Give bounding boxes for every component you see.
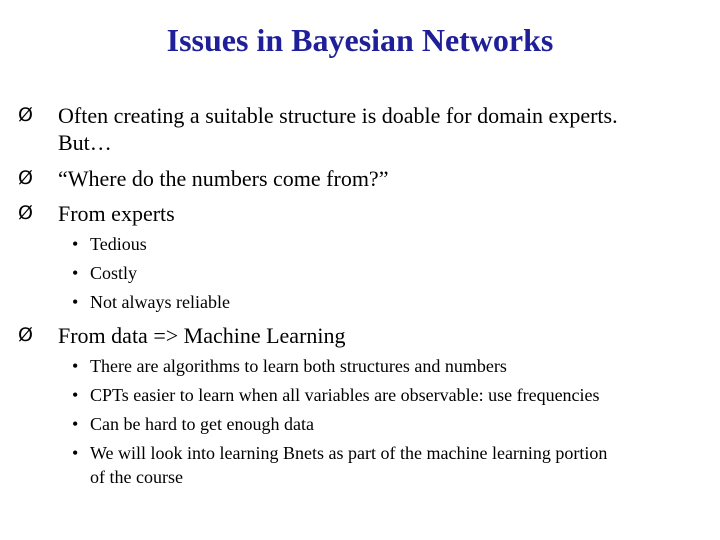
bullet-text: “Where do the numbers come from?” bbox=[58, 166, 389, 191]
sub-bullet-text: CPTs easier to learn when all variables are observable: use frequencies bbox=[90, 385, 600, 405]
bullet-numbers bbox=[18, 165, 708, 192]
bullet-text-continued: But… bbox=[58, 130, 112, 155]
dot-bullet-icon: • bbox=[72, 385, 79, 405]
bullet-text: Often creating a suitable structure is doable for domain experts. bbox=[58, 103, 618, 128]
sub-bullet-not-reliable bbox=[72, 290, 672, 314]
bullet-text: From data => Machine Learning bbox=[58, 323, 346, 348]
sub-bullet-bnets bbox=[72, 441, 712, 489]
dot-bullet-icon: • bbox=[72, 356, 79, 376]
sub-bullet-text: Costly bbox=[90, 263, 138, 283]
bullet-from-data bbox=[18, 322, 708, 349]
dot-bullet-icon: • bbox=[72, 234, 79, 254]
dot-bullet-icon: • bbox=[72, 414, 79, 434]
sub-bullet-text: We will look into learning Bnets as part of the machine learning portion bbox=[90, 443, 608, 463]
sub-bullet-text: Tedious bbox=[90, 234, 147, 254]
dot-bullet-icon: • bbox=[72, 443, 79, 463]
sub-bullet-tedious bbox=[72, 232, 672, 256]
slide-title: Issues in Bayesian Networks bbox=[166, 22, 554, 58]
arrow-bullet-icon: Ø bbox=[18, 104, 33, 126]
sub-bullet-costly bbox=[72, 261, 672, 285]
sub-bullet-text: Not always reliable bbox=[90, 292, 230, 312]
dot-bullet-icon: • bbox=[72, 292, 79, 312]
arrow-bullet-icon: Ø bbox=[18, 167, 33, 189]
sub-bullet-cpts bbox=[72, 383, 712, 407]
arrow-bullet-icon: Ø bbox=[18, 324, 33, 346]
bullet-structure bbox=[18, 102, 708, 156]
arrow-bullet-icon: Ø bbox=[18, 202, 33, 224]
dot-bullet-icon: • bbox=[72, 263, 79, 283]
bullet-text: From experts bbox=[58, 201, 175, 226]
sub-bullet-enough-data bbox=[72, 412, 712, 436]
bullet-from-experts bbox=[18, 200, 708, 227]
sub-bullet-text-continued: of the course bbox=[90, 467, 183, 487]
sub-bullet-algorithms bbox=[72, 354, 712, 378]
sub-bullet-text: There are algorithms to learn both structures and numbers bbox=[90, 356, 507, 376]
sub-bullet-text: Can be hard to get enough data bbox=[90, 414, 314, 434]
